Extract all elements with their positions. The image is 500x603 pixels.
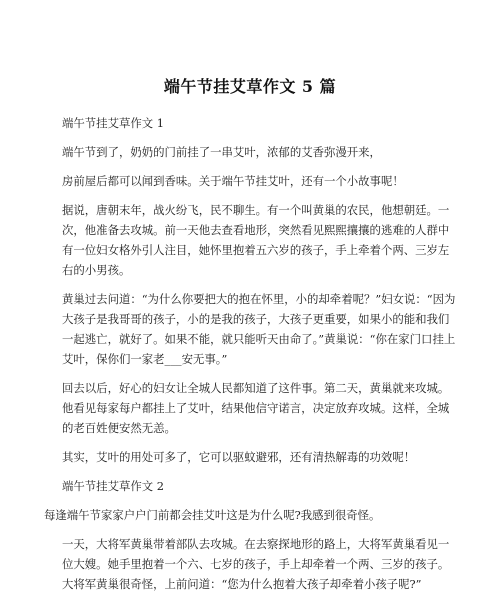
paragraph-2: 房前屋后都可以闻到香味。关于端午节挂艾叶，还有一个小故事呢！ xyxy=(62,174,404,188)
paragraph-7: 每逢端午节家家户户门前都会挂艾叶这是为什么呢?我感到很奇怪。 xyxy=(44,508,381,522)
paragraph-6: 其实，艾叶的用处可多了，它可以驱蚊避邪，还有清热解毒的功效呢！ xyxy=(62,450,416,464)
paragraph-1: 端午节到了，奶奶的门前挂了一串艾叶，浓郁的艾香弥漫开来， xyxy=(62,145,381,159)
document-title: 端午节挂艾草作文 5 篇 xyxy=(163,77,337,96)
section-heading-2: 端午节挂艾草作文 2 xyxy=(62,479,164,493)
paragraph-4: 黄巢过去问道：“为什么你要把大的抱在怀里，小的却牵着呢？”妇女说：“因为大孩子是我哥哥的孩子，小的是我的孩子，大孩子更重要，如果小的能和我们一起逃亡，就好了。如果不能，就只能听天由命了。”黄巢说：“你在家门口挂上艾叶，保你们一家老___安无事。” xyxy=(62,292,456,366)
paragraph-5: 回去以后，好心的妇女让全城人民都知道了这件事。第二天，黄巢就来攻城。他看见每家每户都挂上了艾叶，结果他信守诺言，决定放弃攻城。这样，全城的老百姓便安然无恙。 xyxy=(62,381,450,435)
paragraph-8: 一天，大将军黄巢带着部队去攻城。在去察探地形的路上，大将军黄巢看见一位大嫂。她手里抱着一个六、七岁的孩子，手上却牵着一个两、三岁的孩子。大将军黄巢很奇怪，上前问道：“您为什么抱着大孩子却牵着小孩子呢?” xyxy=(62,537,450,591)
document-body xyxy=(44,113,460,603)
paragraph-3: 据说，唐朝末年，战火纷飞，民不聊生。有一个叫黄巢的农民，他想朝廷。一次，他准备去攻城。前一天他去查看地形，突然看见熙熙攘攘的逃难的人群中有一位妇女格外引人注目，她怀里抱着五六岁的孩子，手上牵着个两、三岁左右的小男孩。 xyxy=(62,203,450,277)
section-heading-1: 端午节挂艾草作文 1 xyxy=(62,116,164,130)
